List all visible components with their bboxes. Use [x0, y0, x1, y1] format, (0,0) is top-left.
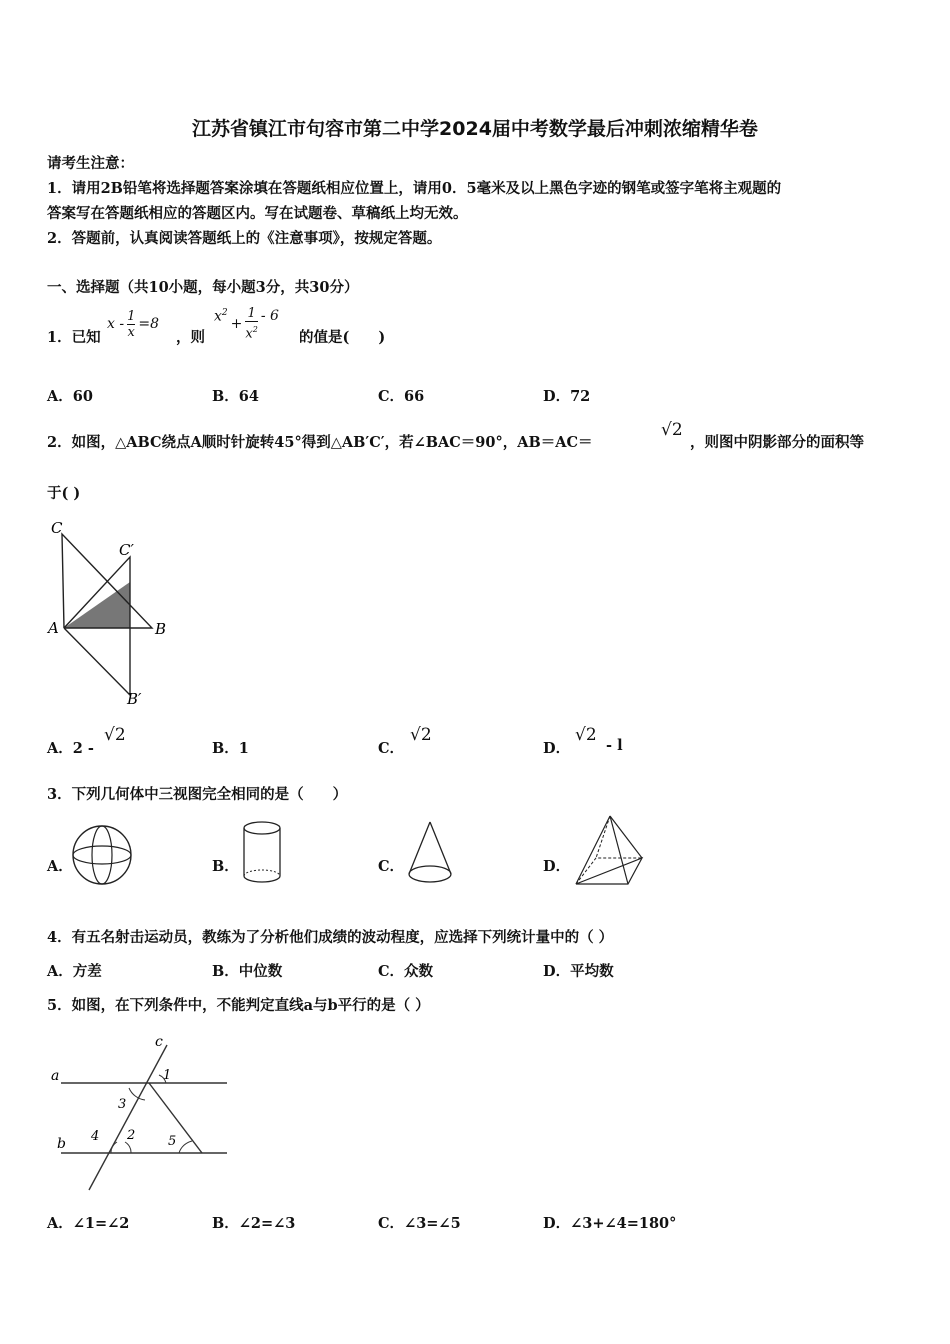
section-heading: 一、选择题（共10小题，每小题3分，共30分）: [47, 279, 359, 296]
notice-heading: 请考生注意：: [47, 155, 134, 172]
q1-expr-x: [214, 308, 228, 325]
q1-den-2: [245, 322, 257, 341]
q4-option-d[interactable]: D．平均数: [543, 963, 614, 980]
q1-option-d[interactable]: D．72: [543, 388, 591, 405]
q5-text: 5．如图，在下列条件中，不能判定直线a与b平行的是（ ）: [47, 997, 430, 1014]
q2-option-a-sqrt: √2: [104, 725, 126, 745]
q2-option-c-sqrt: √2: [410, 725, 432, 745]
q1-target-formula: [214, 304, 279, 344]
q1-expr-base: x: [214, 308, 222, 325]
q1-option-c[interactable]: C．66: [378, 388, 425, 405]
label-angle-4: 4: [91, 1129, 100, 1144]
q1-num-1: 1: [127, 308, 136, 324]
q1-plus: +: [230, 316, 243, 332]
cylinder-icon: [240, 818, 286, 888]
q1-fraction-1: [127, 309, 135, 340]
label-b: B: [155, 620, 167, 638]
q2-text-c: 于( ): [47, 485, 81, 502]
angle-arc: [179, 1141, 192, 1153]
label-angle-1: 1: [163, 1068, 172, 1083]
notice-line-1: 1．请用2B铅笔将选择题答案涂填在答题纸相应位置上，请用0．5毫米及以上黑色字迹的钢笔或签字笔将主观题的: [47, 180, 782, 197]
q1-eq-left: x -: [107, 316, 125, 332]
page-title: 江苏省镇江市句容市第二中学2024届中考数学最后冲刺浓缩精华卷: [192, 118, 758, 140]
q5-option-a[interactable]: A．∠1=∠2: [47, 1215, 130, 1232]
q2-rotation-figure: [40, 515, 180, 710]
q3-text: 3．下列几何体中三视图完全相同的是（ ）: [47, 786, 348, 803]
q4-option-b[interactable]: B．中位数: [212, 963, 283, 980]
label-angle-2: 2: [127, 1128, 136, 1143]
q2-option-d-tail: - l: [606, 737, 623, 754]
q2-option-b[interactable]: B．1: [212, 740, 249, 757]
label-c: c: [155, 1034, 163, 1050]
q1-den-2-sup: 2: [252, 325, 258, 335]
q2-option-a-label[interactable]: A．2 -: [47, 740, 94, 757]
q1-option-a[interactable]: A．60: [47, 388, 93, 405]
label-b: b: [57, 1136, 66, 1152]
q2-option-d-sqrt: √2: [575, 725, 597, 745]
q3-option-c[interactable]: C．: [378, 858, 405, 875]
q5-parallel-lines-figure: [45, 1030, 235, 1195]
shaded-region: [64, 582, 130, 628]
q2-text-a: 2．如图，△ABC绕点A顺时针旋转45°得到△AB′C′，若∠BAC＝90°，AB＝AC＝: [47, 434, 593, 451]
label-c: C: [51, 519, 63, 537]
q1-den-2-base: x: [245, 326, 253, 342]
q2-text-b: ，则图中阴影部分的面积等: [690, 434, 864, 451]
label-a: A: [48, 619, 59, 637]
notice-line-3: 2．答题前，认真阅读答题纸上的《注意事项》，按规定答题。: [47, 230, 442, 247]
label-angle-3: 3: [118, 1097, 127, 1112]
angle-arc: [125, 1142, 131, 1153]
cone-icon: [405, 818, 455, 888]
q1-suffix: 的值是( ): [299, 329, 386, 346]
q3-option-a[interactable]: A．: [47, 858, 73, 875]
sphere-icon: [70, 822, 134, 888]
notice-line-2: 答案写在答题纸相应的答题区内。写在试题卷、草稿纸上均无效。: [47, 205, 468, 222]
label-angle-5: 5: [168, 1134, 177, 1149]
q3-option-d[interactable]: D．: [543, 858, 571, 875]
q1-num-2: 1: [247, 306, 256, 322]
q1-condition-formula: [107, 304, 159, 344]
q2-option-d-label[interactable]: D．: [543, 740, 571, 757]
q1-mid: ，则: [176, 329, 205, 346]
q5-option-d[interactable]: D．∠3+∠4=180°: [543, 1215, 677, 1232]
label-c-prime: C′: [119, 541, 134, 559]
q2-option-c-label[interactable]: C．: [378, 740, 405, 757]
pyramid-icon: [570, 812, 646, 890]
label-b-prime: B′: [127, 690, 142, 708]
q1-option-b[interactable]: B．64: [212, 388, 259, 405]
q1-den-1: x: [127, 324, 135, 340]
q3-option-b[interactable]: B．: [212, 858, 239, 875]
q1-fraction-2: [245, 306, 257, 341]
label-a: a: [51, 1068, 60, 1084]
q4-option-a[interactable]: A．方差: [47, 963, 102, 980]
q4-option-c[interactable]: C．众数: [378, 963, 434, 980]
q2-sqrt2: √2: [661, 420, 683, 440]
q4-text: 4．有五名射击运动员，教练为了分析他们成绩的波动程度，应选择下列统计量中的（ ）: [47, 929, 614, 946]
q5-option-b[interactable]: B．∠2=∠3: [212, 1215, 296, 1232]
angle-arc: [111, 1142, 117, 1153]
q1-prefix: 1．已知: [47, 329, 101, 346]
q1-eq-right: =8: [138, 316, 159, 332]
q1-expr-sup: 2: [221, 307, 228, 318]
q1-minus-six: - 6: [260, 308, 279, 324]
line-c: [89, 1045, 167, 1190]
q5-option-c[interactable]: C．∠3=∠5: [378, 1215, 461, 1232]
